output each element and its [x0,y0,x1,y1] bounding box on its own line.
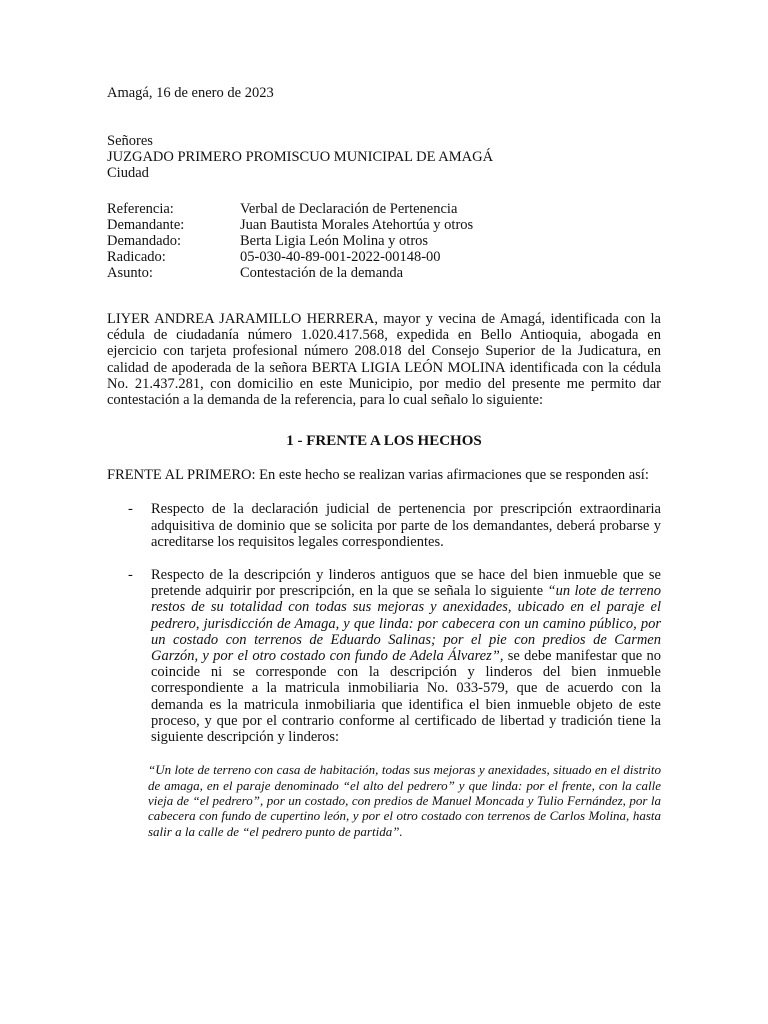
reference-row [107,233,473,249]
bullet-dash: - [128,567,133,584]
reference-table [107,201,473,281]
reference-key: Demandado: [107,233,182,249]
recipient-block [107,133,661,181]
court-name: JUZGADO PRIMERO PROMISCUO MUNICIPAL DE AMAGÁ [107,149,494,165]
reference-row [107,217,473,233]
reference-key: Asunto: [107,265,153,281]
salutation: Señores [107,133,153,149]
bullet-text-end: se debe manifestar que no coincide ni se corresponde con la descripción y linderos del bien inmueble correspondiente a la matricula inmobiliaria No. 033-579, que de acuerdo con la demanda es la matricula inmobiliaria que identifica el bien inmueble objeto de este proceso, y que por el contrario conforme al certificado de libertad y tradición tiene la siguiente descripción y linderos: [151,648,661,746]
intro-paragraph: LIYER ANDREA JARAMILLO HERRERA, mayor y vecina de Amagá, identificada con la cédula de ciudadanía número 1.020.417.568, expedida en Bello Antioquia, abogada en ejercicio con tarjeta profesional número 208.018 del Consejo Superior de la Judicatura, en calidad de apoderada de la señora BERTA LIGIA LEÓN MOLINA identificada con la cédula No. 21.437.281, con domicilio en este Municipio, por medio del presente me permito dar contestación a la demanda de la referencia, para lo cual señalo lo siguiente: [107,311,661,409]
reference-value: 05-030-40-89-001-2022-00148-00 [240,249,441,265]
reference-row [107,201,473,217]
list-item [107,501,661,550]
bullet-text-start: Respecto de la descripción y linderos antiguos que se hace del bien inmueble que se pretende adquirir por prescripción, en la que se señala lo siguiente [151,567,661,600]
bullet-dash: - [128,501,133,518]
bullet-text [151,567,661,745]
bullet-inline-quote: “un lote de terreno restos de su totalidad con todas sus mejoras y anexidades, ubicado en el paraje el pedrero, jurisdicción de Amaga, y que linda: por cabecera con un camino público, por un costado con terrenos de Eduardo Salinas; por el pie con predios de Carmen Garzón, y por el otro costado con fundo de Adela Álvarez”, [151,583,662,665]
city-line: Ciudad [107,165,149,181]
reference-row [107,265,473,281]
reference-value: Contestación de la demanda [240,265,404,281]
response-list [107,501,661,745]
reference-value: Berta Ligia León Molina y otros [240,233,429,249]
document-page [107,85,661,839]
date-line: Amagá, 16 de enero de 2023 [107,85,274,101]
list-item [107,567,661,745]
reference-row [107,249,473,265]
reference-value: Verbal de Declaración de Pertenencia [240,201,458,217]
section-title: 1 - FRENTE A LOS HECHOS [286,433,482,450]
reference-key: Referencia: [107,201,174,217]
reference-key: Radicado: [107,249,166,265]
property-description-quote: “Un lote de terreno con casa de habitación, todas sus mejoras y anexidades, situado en el distrito de amaga, en el paraje denominado “el alto del pedrero” y que linda: por el frente, con la calle vieja de “el pedrero”, por un costado, con predios de Manuel Moncada y Tulio Fernández, por la cabecera con fundo de cupertino león, y por el otro costado con terrenos de Carlos Molina, hasta salir a la calle de “el pedrero punto de partida”. [148,762,661,839]
frente-primero-paragraph: FRENTE AL PRIMERO: En este hecho se realizan varias afirmaciones que se responden así: [107,467,649,484]
reference-value: Juan Bautista Morales Atehortúa y otros [240,217,474,233]
bullet-text: Respecto de la declaración judicial de pertenencia por prescripción extraordinaria adquisitiva de dominio que se solicita por parte de los demandantes, deberá probarse y acreditarse los requisitos legales correspondientes. [151,501,661,550]
reference-key: Demandante: [107,217,185,233]
